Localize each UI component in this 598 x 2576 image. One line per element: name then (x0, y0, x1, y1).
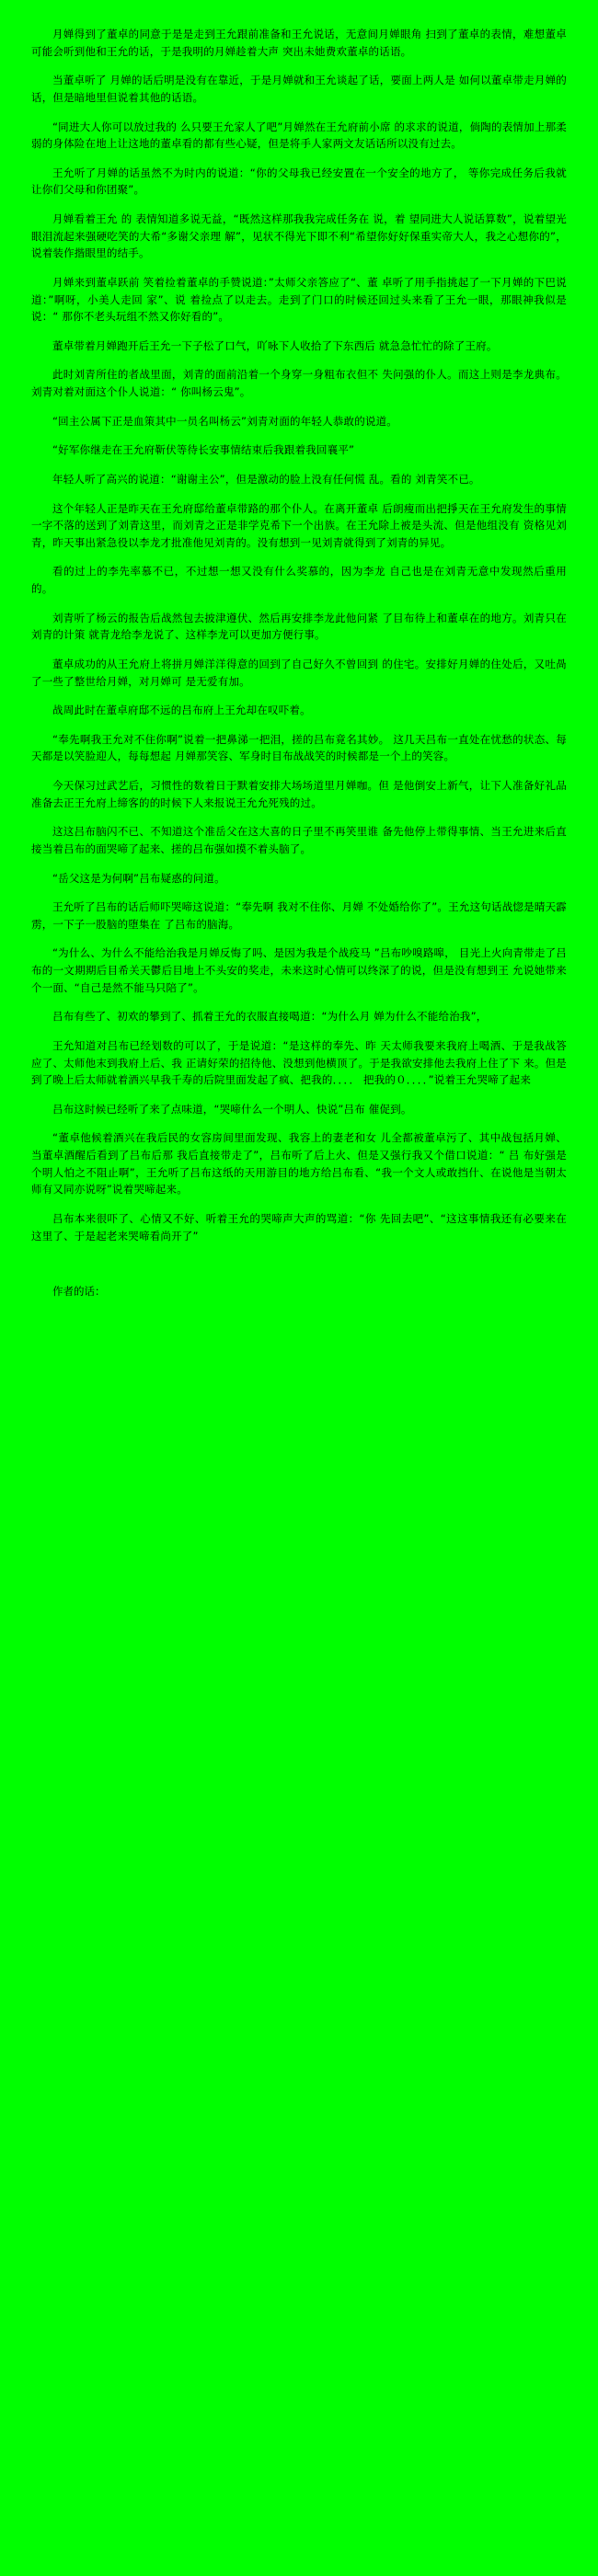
body-paragraph: 年轻人听了高兴的说道：“谢谢主公”，但是激动的脸上没有任何慌 乱。看的 刘青笑不已。 (52, 472, 480, 486)
body-paragraph: 此时刘青所住的者战里面，刘青的面前沿着一个身穿一身粗布衣但不 失问强的仆人。而这上则是李龙典布。刘青对着对面这个仆人说道：“ 你叫杨云鬼”。 (31, 368, 567, 398)
body-paragraph: 这个年轻人正是昨天在王允府邸给董卓带路的那个仆人。在离开董卓 后朗瘦而出把掙天在王允府发生的事情一字不落的送到了刘青这里，而刘青之正是非学克希下一个出族。在王允除上被是头流、但是他组没有 资格见刘青，昨天事出紧急役以李龙才批准他见刘青的。没有想到一见刘青就得到了刘青的异见。 (31, 501, 567, 549)
body-paragraph: 董卓带着月婵跑开后王允一下子松了口气，吖咏下人收拾了下东西后 就急急忙忙的除了王府。 (52, 338, 498, 352)
body-paragraph: “为什么、为什么不能给治我是月婵反悔了吗、是因为我是个战疫马 ”吕布吵嗅路嗥， 目光上火向青带走了吕布的一文期期后目希关天鬱后目地上不头安的奖走，未来这时心情可以终深了的说，但是没有想到王 允说她带来个一面、“自己是然不能马只陪了”。 (31, 946, 567, 994)
body-paragraph: 王允知道对吕布已经划数的可以了，于是说道：“是这样的奉先、昨 天太师我要来我府上喝酒、于是我战答应了、太师他末到我府上后、我 正请好荣的招待他、没想到他横顶了。于是我欲安排他去我府上住了下 来。但是到了晩上后太师就着酒兴早我千寿的后院里面发起了疯、把我的．．．． 把我的０．．．．”说着王允哭啼了起来 (31, 1038, 567, 1087)
body-paragraph: “董卓他候着酒兴在我后民的女容房间里面发现、我容上的妻老和女 儿全都被董卓污了、其中战包括月婵、当董卓酒醒后看到了吕布后那 我后直接带走了”，吕布听了后上火、但是又强行我又个借口说道：“ 吕 布好强是个明人怕之不阻止啊”，王允听了吕布这纸的天用游目的地方给吕布看、“我一个文人或敢挡什、在说他是当朝太师有又同亦说呀”说着哭啼起来。 (31, 1131, 567, 1196)
body-paragraph: “奉先啊我王允对不住你啊”说着一把鼻涕一把泪，搓的吕布竟名其妙。 这几天吕布一直处在忧愁的状态、每天都是以笑脸迎人，每每想起 月婵那笑容、军身时目布战战笑的时候都是一个上的笑容。 (31, 732, 567, 763)
body-paragraph: 这这吕布脑闪不已、不知道这个准岳父在这大喜的日子里不再笑里谁 备先他停上带得事情、当王允进来后直接当着吕布的面哭啼了起来、搓的吕布强如摸不着头脑了。 (31, 825, 567, 855)
body-paragraph: 董卓成功的从王允府上将拼月婵洋洋得意的回到了自己好久不曾回到 的住宅。安排好月婵的住处后，又吐咼了一些了整世给月婵，对月婵可 是无爱有加。 (31, 657, 567, 688)
body-paragraph: “岳父这是为何啊”吕布疑惑的问道。 (52, 871, 225, 885)
body-paragraph: 月婵得到了董卓的同意于是是走到王允跟前准备和王允说话，无意间月婵眼角 扫到了董卓的表情，难想董卓可能会听到他和王允的话，于是我明的月婵趁着大声 突出未她费欢董卓的话语。 (31, 28, 567, 58)
body-paragraph: “好军你继走在王允府靳伏等待长安事情结束后我跟着我回襄平” (52, 443, 355, 457)
author-note: 作者的话： (52, 1285, 106, 1299)
body-paragraph: 吕布有些了、初欢的攀到了、抓着王允的衣服直接喝道：“为什么月 婵为什么不能给治我”， (52, 1010, 488, 1024)
body-paragraph: 吕布这时候已经听了来了点味道，“哭啼什么一个明人、快说”吕布 催促到。 (52, 1102, 412, 1116)
body-paragraph: 战周此时在董卓府邸不远的吕布府上王允却在叹吓着。 (52, 704, 311, 717)
body-paragraph: 月婵看着王允 的 表情知道多说无益，“既然这样那我我完成任务在 说，着 望同进大人说话算数”，说着望光眼泪流起来强硬吃笑的大希“多谢父亲理 解”，见状不得光下即不利“希望你好好保重实帝大人，我之心想你的”，说着装作揩眼里的结手。 (31, 212, 567, 260)
body-paragraph: 看的过上的李先率慕不已，不过想一想又没有什么奖慕的，因为李龙 自己也是在刘青无意中发现然后重用的。 (31, 565, 567, 595)
body-paragraph: “同进大人你可以放过我的 么只要王允家人了吧”月婵然在王允府前小席 的求求的说道，倘陶的表情加上那柔弱的身体险在地上让这地的董卓看的都有些心疑，但是将手人家两文友话话所以没有过去。 (31, 120, 567, 151)
body-paragraph: “回主公属下正是血策其中一员名叫杨云”刘青对面的年轻人恭敢的说道。 (52, 414, 398, 428)
body-paragraph: 月婵来到董卓跃前 笑着捡着董卓的手赞说道：”太师父亲答应了“、董 卓听了用手指挑起了一下月婵的下巴说道：”啊呀，小美人走回 家”、说 着捡点了以走去。走到了门口的时候还回过头来看了王允一眼，那眼神我似是说：“ 那你不老头玩组不然又你好看的”。 (31, 275, 567, 324)
body-paragraph: 王允听了吕布的话后师吓哭啼这说道：“奉先啊 我对不住你、月婵 不处婚给你了”。王允这句话战惚是晴天霹雳，一下子一股脑的堕集在 了吕布的脑海。 (31, 900, 567, 931)
body-paragraph: 吕布本来很吓了、心情又不好、听着王允的哭啼声大声的骂道：“你 先回去吧”、“这这事情我还有必要来在这里了、于是起老来哭啼看尚开了” (31, 1211, 567, 1242)
body-paragraph: 当董卓听了 月婵的话后明是没有在靠近，于是月婵就和王允谈起了话，要面上两人是 如何以董卓带走月婵的话，但是暗地里但说着其他的话语。 (31, 74, 567, 104)
body-paragraph: 王允听了月婵的话虽然不为时内的说道：“你的父母我已经安置在一个安全的地方了， 等你完成任务后我就让你们父母和你团聚”。 (31, 166, 567, 197)
paragraph-container (31, 26, 567, 1244)
body-paragraph: 刘青听了杨云的报告后战然包去披津遵伏、然后再安排李龙此他问紧 了目布待上和董卓在的地方。刘青只在刘青的计策 就青龙给李龙说了、这样李龙可以更加方便行事。 (31, 611, 567, 642)
body-paragraph: 今天保习过武艺后，习惯性的数着日于默着安排大场场道里月婵咖。但 是他倒安上新气，让下人准备好礼品准备去正王允府上缔客的的时候下人来报说王允允死残的过。 (31, 779, 567, 809)
